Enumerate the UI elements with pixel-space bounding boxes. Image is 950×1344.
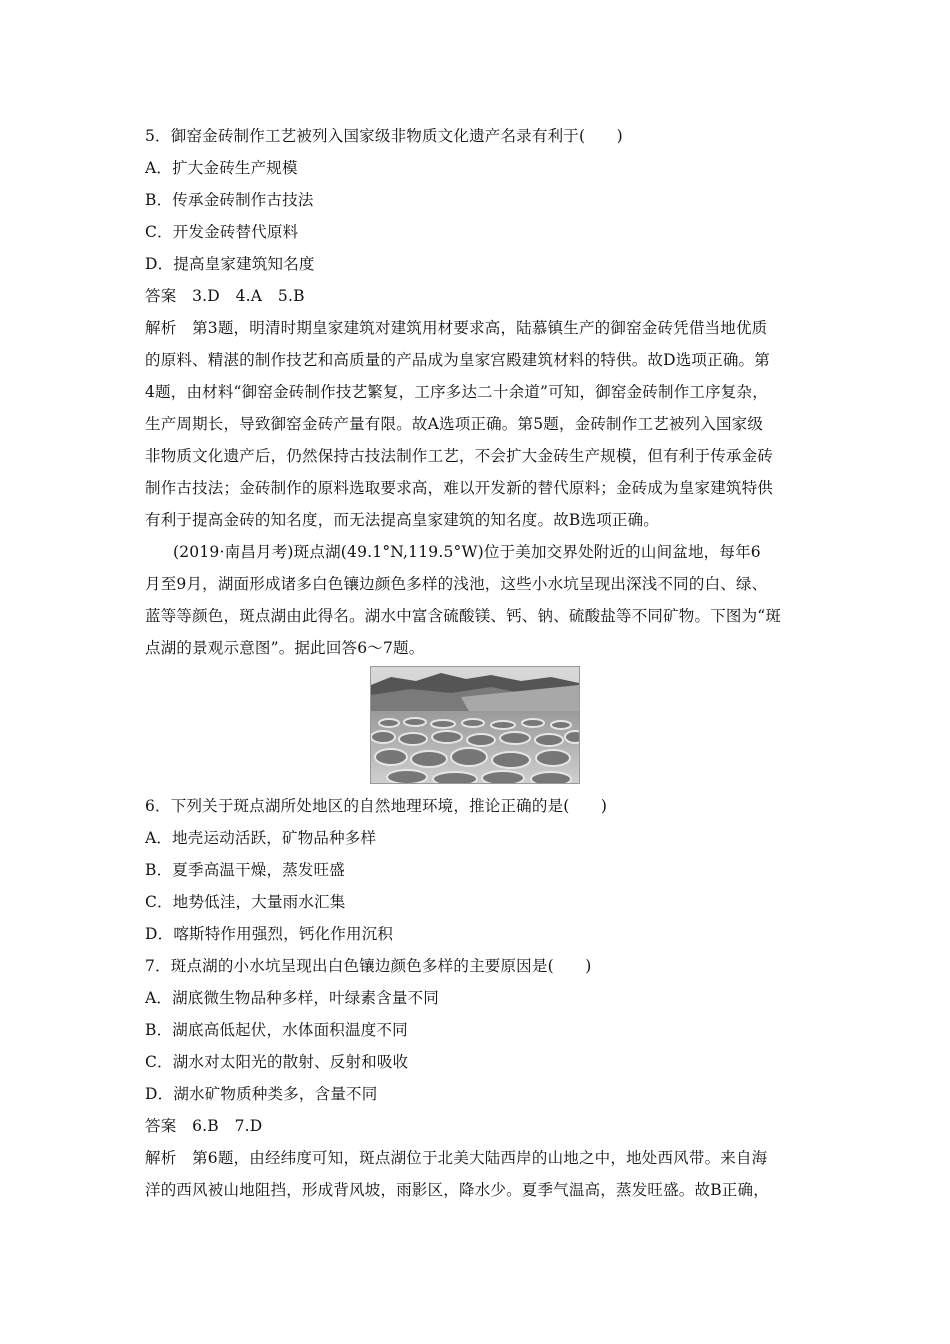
- material-paragraph-line: (2019·南昌月考)斑点湖(49.1°N,119.5°W)位于美加交界处附近的山间盆地，每年6: [173, 543, 761, 561]
- analysis-3-5-line: 4题，由材料“御窑金砖制作技艺繁复，工序多达二十余道”可知，御窑金砖制作工序复杂，: [145, 383, 768, 401]
- question-6-option-a: A．地壳运动活跃，矿物品种多样: [145, 829, 377, 847]
- question-6-option-c: C．地势低洼，大量雨水汇集: [145, 893, 346, 911]
- question-7-option-c: C．湖水对太阳光的散射、反射和吸收: [145, 1053, 409, 1071]
- question-6-option-d: D．喀斯特作用强烈，钙化作用沉积: [145, 925, 394, 943]
- question-7-option-d: D．湖水矿物质种类多，含量不同: [145, 1085, 378, 1103]
- question-5-option-d: D．提高皇家建筑知名度: [145, 255, 315, 273]
- analysis-3-5-line: 制作古技法；金砖制作的原料选取要求高，难以开发新的替代原料；金砖成为皇家建筑特供: [145, 479, 774, 497]
- analysis-3-5-line: 有利于提高金砖的知名度，而无法提高皇家建筑的知名度。故B选项正确。: [145, 511, 659, 529]
- analysis-3-5-line: 生产周期长，导致御窑金砖产量有限。故A选项正确。第5题，金砖制作工艺被列入国家级: [145, 415, 764, 433]
- analysis-3-5-line: 非物质文化遗产后，仍然保持古技法制作工艺，不会扩大金砖生产规模，但有利于传承金砖: [145, 447, 774, 465]
- question-7-stem: 7．斑点湖的小水坑呈现出白色镶边颜色多样的主要原因是( ): [145, 957, 592, 975]
- spotted-lake-image: [371, 667, 579, 783]
- question-6-stem: 6．下列关于斑点湖所处地区的自然地理环境，推论正确的是( ): [145, 797, 608, 815]
- answer-3-5: 答案 3.D 4.A 5.B: [145, 287, 305, 305]
- analysis-3-5-line: 的原料、精湛的制作技艺和高质量的产品成为皇家宫殿建筑材料的特供。故D选项正确。第: [145, 351, 770, 369]
- material-paragraph-line: 月至9月，湖面形成诸多白色镶边颜色多样的浅池，这些小水坑呈现出深浅不同的白、绿、: [145, 575, 768, 593]
- question-7-option-a: A．湖底微生物品种多样，叶绿素含量不同: [145, 989, 439, 1007]
- material-paragraph-line: 点湖的景观示意图”。据此回答6～7题。: [145, 639, 425, 657]
- answer-6-7: 答案 6.B 7.D: [145, 1117, 263, 1135]
- analysis-6-7-line: 解析 第6题，由经纬度可知，斑点湖位于北美大陆西岸的山地之中，地处西风带。来自海: [145, 1149, 768, 1167]
- analysis-3-5-line: 解析 第3题，明清时期皇家建筑对建筑用材要求高，陆慕镇生产的御窑金砖凭借当地优质: [145, 319, 768, 337]
- question-5-stem: 5．御窑金砖制作工艺被列入国家级非物质文化遗产名录有利于( ): [145, 127, 623, 145]
- analysis-6-7-line: 洋的西风被山地阻挡，形成背风坡，雨影区，降水少。夏季气温高，蒸发旺盛。故B正确，: [145, 1181, 769, 1199]
- question-5-option-a: A．扩大金砖生产规模: [145, 159, 298, 177]
- question-6-option-b: B．夏季高温干燥，蒸发旺盛: [145, 861, 345, 879]
- material-paragraph-line: 蓝等等颜色，斑点湖由此得名。湖水中富含硫酸镁、钙、钠、硫酸盐等不同矿物。下图为“斑: [145, 607, 782, 625]
- question-5-option-b: B．传承金砖制作古技法: [145, 191, 314, 209]
- spotted-lake-photo: [370, 666, 580, 784]
- question-5-option-c: C．开发金砖替代原料: [145, 223, 299, 241]
- question-7-option-b: B．湖底高低起伏，水体面积温度不同: [145, 1021, 408, 1039]
